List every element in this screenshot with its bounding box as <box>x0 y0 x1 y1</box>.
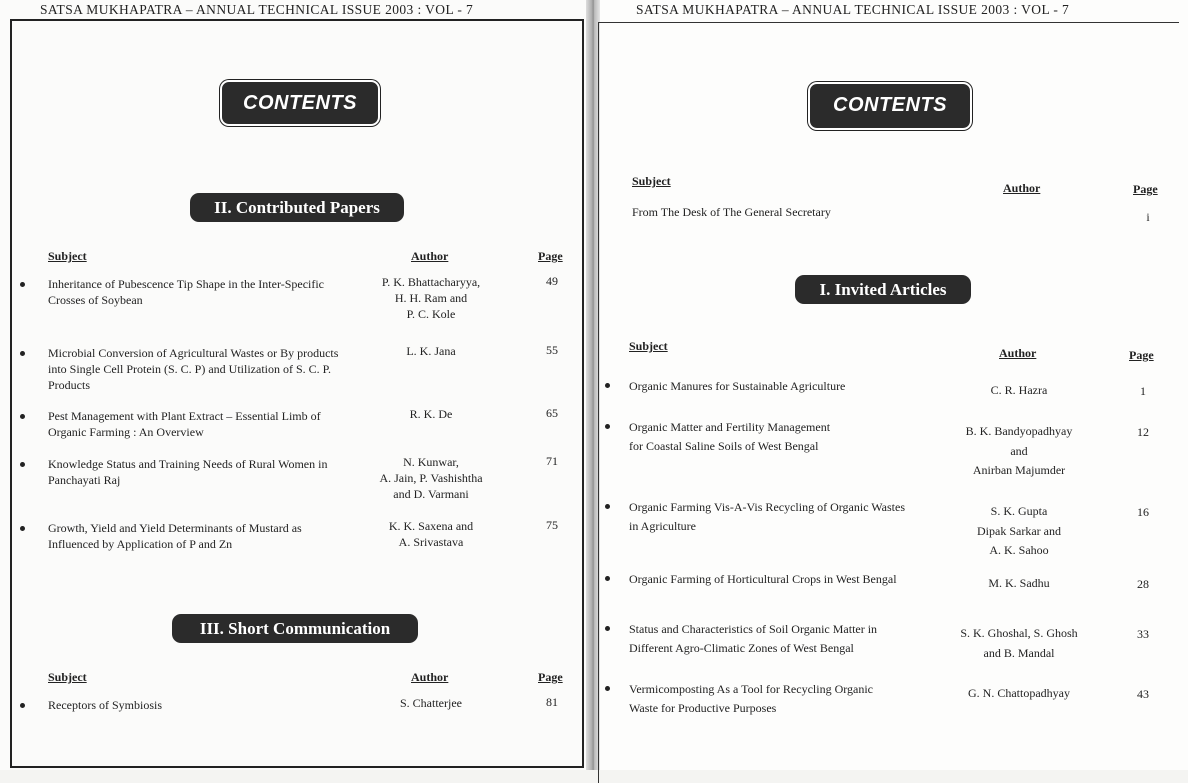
toc-author-line: Anirban Majumder <box>972 463 1066 477</box>
toc-subject <box>629 418 949 456</box>
toc-subject <box>629 680 949 718</box>
list-bullet <box>605 576 610 581</box>
toc-author <box>934 624 1104 663</box>
toc-subject-line: Crosses of Soybean <box>48 293 143 307</box>
toc-subject-line: in Agriculture <box>629 519 696 533</box>
left-section-title-short-communication: III. Short Communication <box>172 614 418 643</box>
toc-page-number: 16 <box>1137 505 1149 519</box>
list-bullet <box>605 686 610 691</box>
toc-author-line: A. K. Sahoo <box>989 543 1049 557</box>
toc-page-number: 33 <box>1137 627 1149 641</box>
toc-subject-line: Pest Management with Plant Extract – Essential Limb of <box>48 409 321 423</box>
toc-subject-line: Vermicomposting As a Tool for Recycling Organic <box>629 682 874 696</box>
toc-author <box>934 574 1104 594</box>
toc-subject-line: Microbial Conversion of Agricultural Wastes or By products <box>48 346 339 360</box>
left-contents-title: CONTENTS <box>222 82 378 124</box>
toc-author-line: L. K. Jana <box>406 344 456 358</box>
toc-author-line: S. K. Ghoshal, S. Ghosh <box>960 626 1078 640</box>
toc-author <box>361 406 501 422</box>
toc-author-line: M. K. Sadhu <box>988 576 1050 590</box>
left-section-title-contributed-papers: II. Contributed Papers <box>190 193 404 222</box>
list-bullet <box>20 462 25 467</box>
toc-subject-line: Receptors of Symbiosis <box>48 698 162 712</box>
list-bullet <box>605 424 610 429</box>
toc-author-line: A. Srivastava <box>398 535 464 549</box>
toc-subject <box>632 203 972 222</box>
list-bullet <box>20 703 25 708</box>
toc-author-line: K. K. Saxena and <box>388 519 474 533</box>
toc-subject-line: Organic Manures for Sustainable Agriculture <box>629 379 846 393</box>
toc-author-line: C. R. Hazra <box>990 383 1048 397</box>
toc-author-line: P. C. Kole <box>406 307 456 321</box>
right-col-author-intro: Author <box>1003 181 1041 195</box>
toc-subject-line: Inheritance of Pubescence Tip Shape in the Inter-Specific <box>48 277 325 291</box>
right-col-subject-1: Subject <box>629 339 668 353</box>
toc-author <box>361 343 501 359</box>
right-col-subject-intro: Subject <box>632 174 671 188</box>
toc-page-number: 1 <box>1140 384 1146 398</box>
right-section-title-invited-articles: I. Invited Articles <box>795 275 971 304</box>
toc-author-line: and D. Varmani <box>393 487 469 501</box>
left-col-subject-1: Subject <box>48 249 87 263</box>
toc-author-line: and B. Mandal <box>983 645 1055 660</box>
toc-author <box>934 381 1104 401</box>
toc-subject <box>48 697 378 713</box>
toc-page-number: 49 <box>546 274 558 288</box>
toc-page-number: 12 <box>1137 425 1149 439</box>
toc-subject-line: Organic Farming : An Overview <box>48 425 204 439</box>
list-bullet <box>20 351 25 356</box>
toc-author-line: S. K. Gupta <box>990 504 1048 518</box>
toc-subject-line: Products <box>48 378 90 392</box>
toc-page-number: 71 <box>546 454 558 468</box>
toc-author-line: R. K. De <box>409 407 453 421</box>
toc-subject <box>48 456 378 488</box>
list-bullet <box>20 282 25 287</box>
toc-subject <box>48 345 378 393</box>
toc-page-number: 75 <box>546 518 558 532</box>
list-bullet <box>605 383 610 388</box>
toc-subject-line: Waste for Productive Purposes <box>629 701 777 715</box>
toc-subject-line: Organic Farming of Horticultural Crops in West Bengal <box>629 572 897 586</box>
list-bullet <box>605 626 610 631</box>
toc-author-line: S. Chatterjee <box>400 696 462 710</box>
toc-subject-line: From The Desk of The General Secretary <box>632 205 831 219</box>
toc-author <box>361 695 501 711</box>
toc-subject-line: Influenced by Application of P and Zn <box>48 537 233 551</box>
left-running-header: SATSA MUKHAPATRA – ANNUAL TECHNICAL ISSUE 2003 : VOL - 7 <box>40 2 474 17</box>
toc-page-number: i <box>1146 210 1150 224</box>
toc-page-number: 28 <box>1137 577 1149 591</box>
right-col-page-1: Page <box>1129 348 1154 362</box>
toc-subject-line: Different Agro-Climatic Zones of West Bengal <box>629 641 854 655</box>
toc-page-number: 55 <box>546 343 558 357</box>
left-col-author-2: Author <box>411 670 449 684</box>
left-col-page-1: Page <box>538 249 563 263</box>
toc-subject-line: for Coastal Saline Soils of West Bengal <box>629 439 819 453</box>
toc-subject <box>48 276 378 308</box>
toc-author <box>934 684 1104 704</box>
toc-author <box>934 502 1104 561</box>
right-col-author-1: Author <box>999 346 1037 360</box>
right-contents-title: CONTENTS <box>810 84 970 128</box>
list-bullet <box>605 504 610 509</box>
toc-subject-line: Organic Farming Vis-A-Vis Recycling of Organic Wastes <box>629 500 905 514</box>
toc-subject <box>48 520 378 552</box>
toc-author-line: and <box>1010 443 1028 458</box>
toc-subject <box>629 620 949 658</box>
right-col-page-intro: Page <box>1133 182 1158 196</box>
toc-subject-line: Status and Characteristics of Soil Organic Matter in <box>629 622 878 636</box>
toc-author-line: H. H. Ram and <box>394 291 468 305</box>
list-bullet <box>20 414 25 419</box>
right-page-border <box>598 22 1179 783</box>
left-page-border <box>10 19 584 768</box>
toc-author-line: Dipak Sarkar and <box>977 523 1061 538</box>
toc-subject-line: Panchayati Raj <box>48 473 121 487</box>
list-bullet <box>20 526 25 531</box>
toc-author <box>361 518 501 550</box>
toc-author <box>361 274 501 322</box>
toc-subject-line: Organic Matter and Fertility Management <box>629 420 831 434</box>
toc-subject <box>48 408 378 440</box>
toc-subject <box>629 377 949 396</box>
toc-subject-line: into Single Cell Protein (S. C. P) and Utilization of S. C. P. <box>48 362 332 376</box>
toc-page-number: 81 <box>546 695 558 709</box>
toc-subject <box>629 570 949 589</box>
toc-author <box>934 422 1104 481</box>
toc-subject-line: Growth, Yield and Yield Determinants of Mustard as <box>48 521 302 535</box>
toc-author-line: B. K. Bandyopadhyay <box>965 424 1073 438</box>
toc-author-line: A. Jain, P. Vashishtha <box>379 471 483 485</box>
toc-page-number: 43 <box>1137 687 1149 701</box>
left-col-author-1: Author <box>411 249 449 263</box>
toc-author <box>361 454 501 502</box>
left-col-page-2: Page <box>538 670 563 684</box>
toc-subject-line: Knowledge Status and Training Needs of Rural Women in <box>48 457 328 471</box>
right-running-header: SATSA MUKHAPATRA – ANNUAL TECHNICAL ISSUE 2003 : VOL - 7 <box>636 2 1070 17</box>
toc-author-line: P. K. Bhattacharyya, <box>381 275 481 289</box>
toc-subject <box>629 498 949 536</box>
toc-author-line: G. N. Chattopadhyay <box>968 686 1070 700</box>
toc-author-line: N. Kunwar, <box>403 455 459 469</box>
toc-page-number: 65 <box>546 406 558 420</box>
left-col-subject-2: Subject <box>48 670 87 684</box>
